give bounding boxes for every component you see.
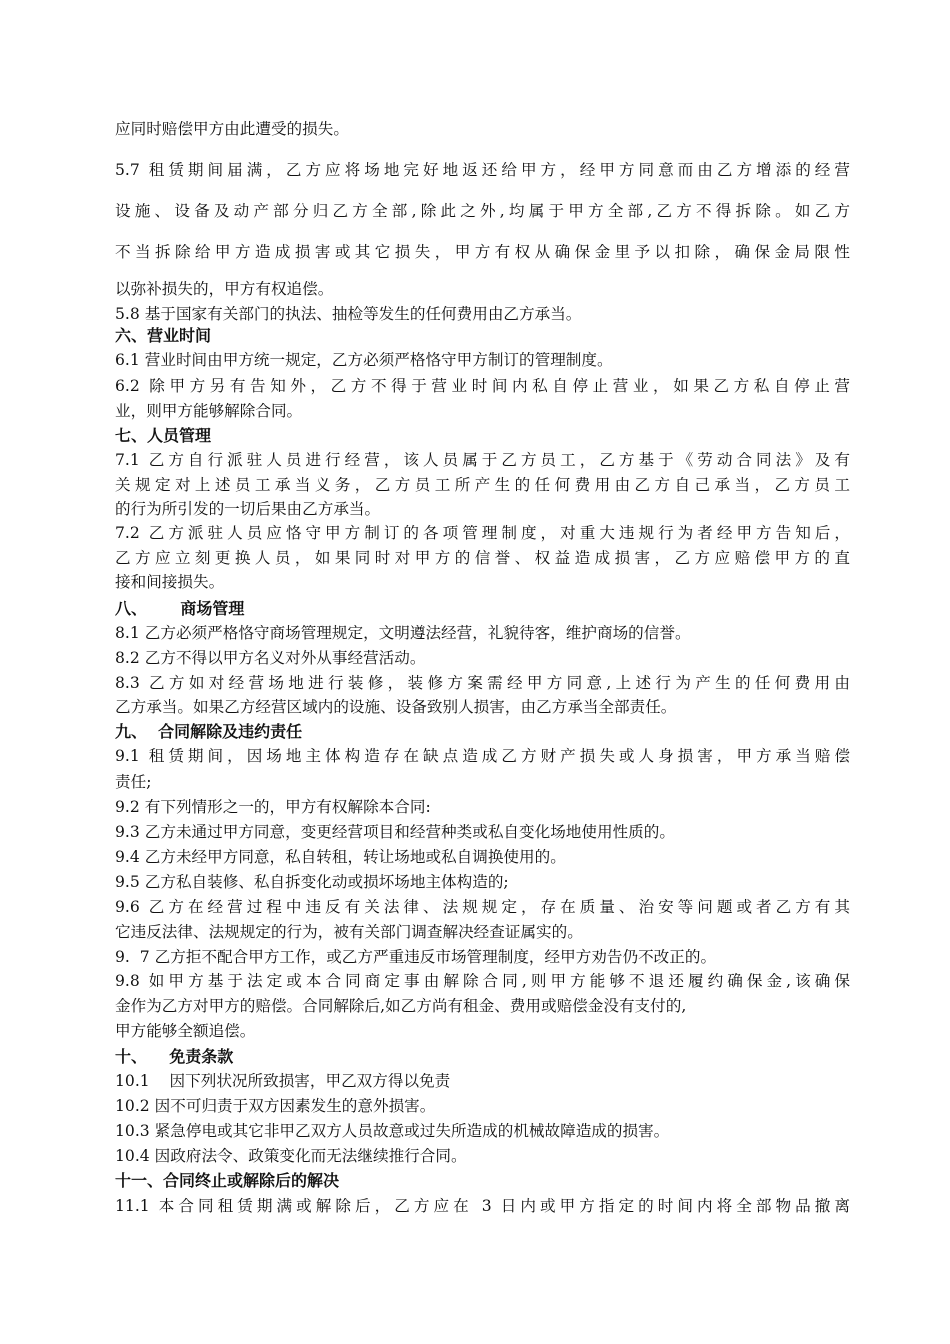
text-line: 6.2 除甲方另有告知外，乙方不得于营业时间内私自停止营业，如果乙方私自停止营 <box>115 377 850 395</box>
text-line: 6.1 营业时间由甲方统一规定，乙方必须严格恪守甲方制订的管理制度。 <box>115 351 613 369</box>
text-line: 7.2 乙方派驻人员应恪守甲方制订的各项管理制度，对重大违规行为者经甲方告知后， <box>115 524 850 542</box>
section-heading: 九、 合同解除及违约责任 <box>115 722 303 741</box>
text-line: 7.1 乙方自行派驻人员进行经营，该人员属于乙方员工，乙方基于《劳动合同法》及有 <box>115 451 850 469</box>
text-line: 9.6 乙方在经营过程中违反有关法律、法规规定，存在质量、治安等问题或者乙方有其 <box>115 898 850 916</box>
text-line: 10.1 因下列状况所致损害，甲乙双方得以免责 <box>115 1072 451 1090</box>
text-line: 不当拆除给甲方造成损害或其它损失，甲方有权从确保金里予以扣除，确保金局限性 <box>115 243 850 261</box>
text-line: 金作为乙方对甲方的赔偿。合同解除后,如乙方尚有租金、费用或赔偿金没有支付的, <box>115 997 687 1015</box>
text-line: 应同时赔偿甲方由此遭受的损失。 <box>115 120 349 138</box>
text-line: 9.1 租赁期间，因场地主体构造存在缺点造成乙方财产损失或人身损害，甲方承当赔偿 <box>115 747 850 765</box>
section-heading: 八、 商场管理 <box>115 599 245 618</box>
text-line: 5.8 基于国家有关部门的执法、抽检等发生的任何费用由乙方承当。 <box>115 305 582 323</box>
text-line: 10.4 因政府法令、政策变化而无法继续推行合同。 <box>115 1147 467 1165</box>
text-line: 8.3 乙方如对经营场地进行装修，装修方案需经甲方同意,上述行为产生的任何费用由 <box>115 674 850 692</box>
text-line: 乙方承当。如果乙方经营区域内的设施、设备致别人损害，由乙方承当全部责任。 <box>115 698 677 716</box>
text-line: 9.4 乙方未经甲方同意，私自转租，转让场地或私自调换使用的。 <box>115 848 566 866</box>
text-line: 9.8 如甲方基于法定或本合同商定事由解除合同,则甲方能够不退还履约确保金,该确保 <box>115 972 850 990</box>
text-line: 接和间接损失。 <box>115 573 225 591</box>
text-line: 10.2 因不可归责于双方因素发生的意外损害。 <box>115 1097 436 1115</box>
text-line: 的行为所引发的一切后果由乙方承当。 <box>115 500 381 518</box>
text-line: 9.3 乙方未通过甲方同意，变更经营项目和经营种类或私自变化场地使用性质的。 <box>115 823 675 841</box>
text-line: 8.2 乙方不得以甲方名义对外从事经营活动。 <box>115 649 426 667</box>
text-line: 责任; <box>115 773 152 791</box>
text-line: 8.1 乙方必须严格恪守商场管理规定，文明遵法经营，礼貌待客，维护商场的信誉。 <box>115 624 691 642</box>
text-line: 设施、设备及动产部分归乙方全部,除此之外,均属于甲方全部,乙方不得拆除。如乙方 <box>115 202 850 220</box>
text-line: 5.7 租赁期间届满，乙方应将场地完好地返还给甲方，经甲方同意而由乙方增添的经营 <box>115 161 850 179</box>
text-line: 乙方应立刻更换人员，如果同时对甲方的信誉、权益造成损害，乙方应赔偿甲方的直 <box>115 549 850 567</box>
section-heading: 十、 免责条款 <box>115 1047 234 1066</box>
text-line: 关规定对上述员工承当义务，乙方员工所产生的任何费用由乙方自己承当，乙方员工 <box>115 476 850 494</box>
section-heading: 六、营业时间 <box>115 326 212 345</box>
text-line: 甲方能够全额追偿。 <box>115 1022 256 1040</box>
text-line: 9.5 乙方私自装修、私自拆变化动或损坏场地主体构造的; <box>115 873 509 891</box>
text-line: 10.3 紧急停电或其它非甲乙双方人员故意或过失所造成的机械故障造成的损害。 <box>115 1122 670 1140</box>
text-line: 9.2 有下列情形之一的，甲方有权解除本合同: <box>115 798 431 816</box>
text-line: 业，则甲方能够解除合同。 <box>115 402 303 420</box>
section-heading: 七、人员管理 <box>115 426 212 445</box>
section-heading: 十一、合同终止或解除后的解决 <box>115 1171 340 1190</box>
text-line: 以弥补损失的，甲方有权追偿。 <box>115 280 334 298</box>
text-line: 11.1 本合同租赁期满或解除后，乙方应在 3 日内或甲方指定的时间内将全部物品撤离 <box>115 1197 850 1215</box>
text-line: 它违反法律、法规规定的行为，被有关部门调查解决经查证属实的。 <box>115 923 583 941</box>
text-line: 9. 7 乙方拒不配合甲方工作，或乙方严重违反市场管理制度，经甲方劝告仍不改正的。 <box>115 948 717 966</box>
